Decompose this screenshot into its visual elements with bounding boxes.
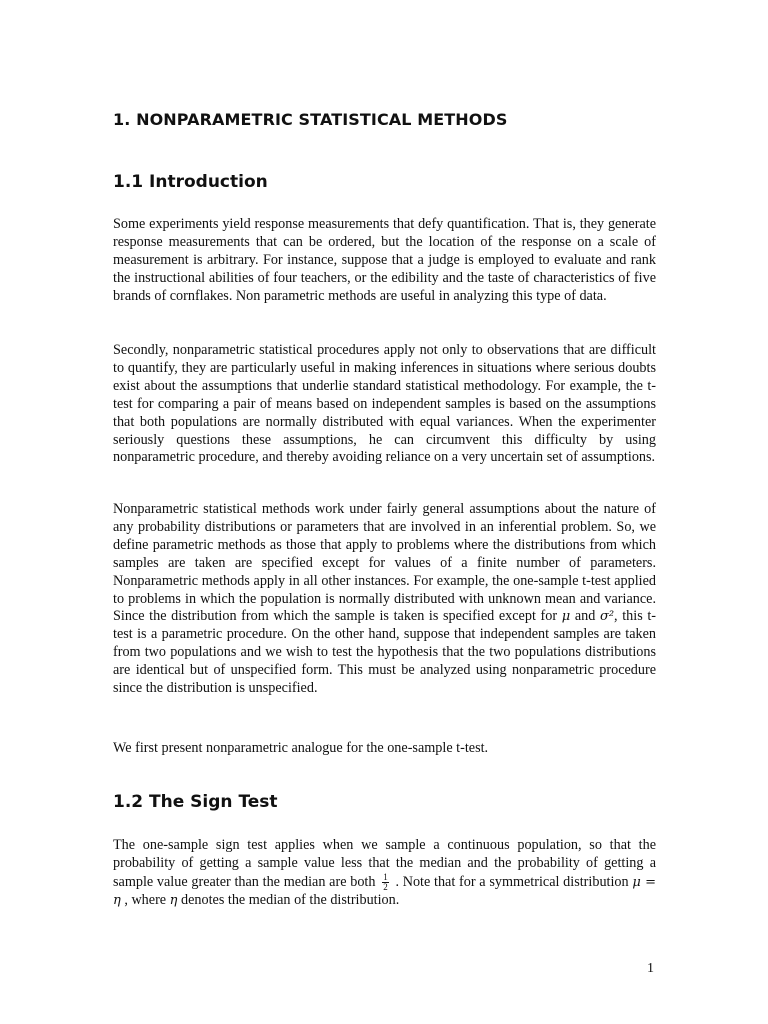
intro-paragraph-3-and: and xyxy=(574,608,596,625)
sign-test-text-d: denotes the median of the distribution. xyxy=(181,891,400,908)
intro-paragraph-4: We first present nonparametric analogue for the one-sample t-test. xyxy=(113,740,489,756)
intro-paragraph-3-text-b: , this t-test is a parametric procedure. On the other hand, suppose that independent samples are taken from two populations and we wish to test the hypothesis that the two populations distributions are identical but of unspecified form. This must be analyzed using nonparametric procedure since the distribution is unspecified. xyxy=(113,608,657,697)
sign-test-text-c: , where xyxy=(124,891,167,908)
intro-paragraph-2: Secondly, nonparametric statistical procedures apply not only to observations that are difficult to quantify, they are particularly useful in making inferences in situations where serious doubts exist about the assumptions that underlie standard statistical methodology. For example, the t-test for comparing a pair of means based on independent samples is based on the assumptions that both populations are normally distributed with equal variances. When the experimenter seriously questions these assumptions, he can circumvent this difficulty by using nonparametric procedure, and thereby avoiding reliance on a very uncertain set of assumptions. xyxy=(113,342,656,466)
intro-paragraph-3 xyxy=(113,501,656,698)
symbol-eta: η xyxy=(169,892,178,908)
page-number: 1 xyxy=(647,961,654,976)
symbol-mu: μ xyxy=(561,609,571,625)
intro-paragraph-1: Some experiments yield response measurements that defy quantification. That is, they generate response measurements that can be ordered, but the location of the response on a scale of measurement is arbitrary. For instance, suppose that a judge is employed to evaluate and rank the instructional abilities of four teachers, or the edibility and the taste of characteristics of five brands of cornflakes. Non parametric methods are useful in analyzing this type of data. xyxy=(113,216,656,304)
sign-test-text-a: The one-sample sign test applies when we sample a continuous population, so that the probability of getting a sample value less that the median and the probability of getting a sample value greater than the median are both xyxy=(113,837,656,890)
fraction-numerator: 1 xyxy=(383,871,388,882)
intro-paragraph-3-text-a: Nonparametric statistical methods work under fairly general assumptions about the nature of any probability distributions or parameters that are involved in an inferential problem. So, we define parametric methods as those that apply to problems where the distributions from which samples are taken are specified except for values of a finite number of parameters. Nonparametric methods apply in all other instances. For example, the one-sample t-test applied to problems in which the population is normally distributed with unknown mean and variance. Since the distribution from which the sample is taken is specified except for xyxy=(113,501,656,625)
chapter-heading: 1. NONPARAMETRIC STATISTICAL METHODS xyxy=(113,110,508,129)
equation-mu-equals-eta: μ = η xyxy=(113,874,657,908)
sign-test-text-b: . Note that for a symmetrical distribution xyxy=(395,873,629,890)
section-heading-sign-test: 1.2 The Sign Test xyxy=(113,792,278,812)
section-heading-introduction: 1.1 Introduction xyxy=(113,172,268,192)
sign-test-paragraph xyxy=(113,837,656,910)
fraction-denominator: 2 xyxy=(383,881,388,892)
fraction-one-half xyxy=(382,873,389,892)
symbol-sigma-squared: σ² xyxy=(599,609,615,625)
